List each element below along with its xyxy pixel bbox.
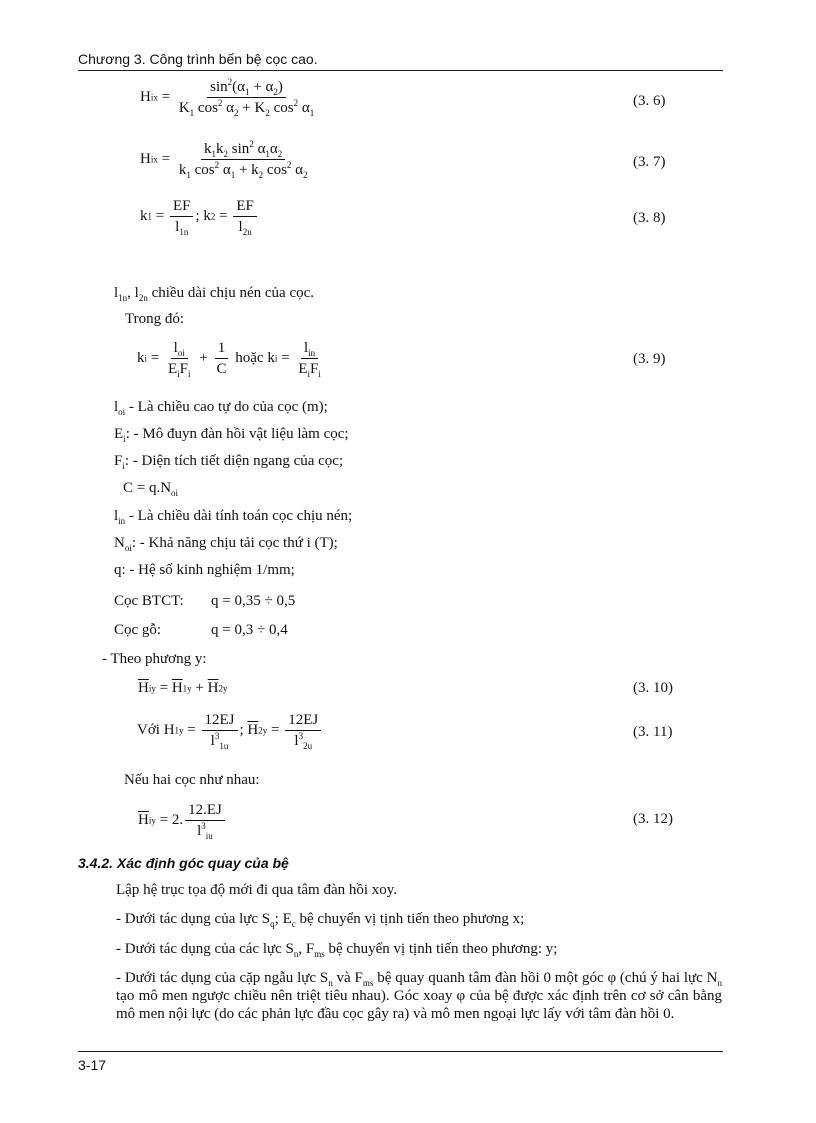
text-line: $N_{oi}$: - Khả năng chịu tải cọc thứ i (T);	[114, 535, 338, 553]
text-line: $C = q.N_{oi}$	[123, 480, 179, 498]
text-line: Cọc BTCT:	[114, 593, 184, 609]
equation-number: (3. 12)	[633, 811, 673, 827]
text-line: Trong đó:	[125, 311, 185, 327]
text-line: $l_{1n}$, $l_{2n}$ chiều dài chịu nén của cọc.	[114, 285, 315, 303]
text-line: q: - Hệ số kinh nghiệm 1/mm;	[114, 562, 295, 578]
section-heading: 3.4.2. Xác định góc quay của bệ	[78, 855, 289, 871]
paragraph: - Dưới tác dụng của các lực $S_n$, $F_{ms}$ bệ chuyển vị tịnh tiến theo phương: y;	[116, 941, 558, 959]
text-line: - Theo phương y:	[102, 651, 207, 667]
equation-3-10: $\overline{H}iy = \overline{H}1y + \overline{H}2y$	[138, 680, 228, 697]
text-line: $E_i$: - Mô đuyn đàn hồi vật liệu làm cọc;	[114, 426, 349, 444]
text-line: q = 0,35 ÷ 0,5	[211, 593, 296, 609]
equation-3-6: Hix = $\frac{\sin^2(\alpha_1 + \alpha_2)}{K_1 \cos^2 \alpha_2 + K_2 \cos^2 \alpha_1}$	[140, 77, 315, 118]
paragraph: - Dưới tác dụng của cặp ngẫu lực $S_n$ và $F_{ms}$ bệ quay quanh tâm đàn hồi 0 một góc φ (chú ý hai lực $N_n$ tạo mô men ngược chiều nên triệt tiêu nhau). Góc xoay φ của bệ được xác định trên cơ sở cân bằng mô men nội lực (do các phản lực đầu cọc gây ra) và mô men ngoại lực lấy với tâm đàn hồi 0.	[116, 970, 722, 1022]
page-number: 3-17	[78, 1057, 107, 1073]
text-line: $F_i$: - Diện tích tiết diện ngang của cọc;	[114, 453, 344, 471]
paragraph: - Dưới tác dụng của lực $S_q$; $E_c$ bệ chuyển vị tịnh tiến theo phương x;	[116, 911, 525, 929]
equation-number: (3. 7)	[633, 154, 666, 170]
text-line: $l_{in}$ - Là chiều dài tính toán cọc chịu nén;	[114, 508, 353, 526]
equation-3-12: $\overline{H}iy = 2$. $\frac{12.EJ}{l^3_{iu}}$	[138, 802, 227, 839]
footer-rule	[78, 1051, 723, 1052]
equation-3-7: Hix = $\frac{k_1k_2 \sin^2 \alpha_1\alpha_2}{k_1 \cos^2 \alpha_1 + k_2 \cos^2 \alpha_2}$	[140, 139, 308, 180]
equation-number: (3. 8)	[633, 210, 666, 226]
equation-number: (3. 11)	[633, 724, 673, 740]
text-line: Nếu hai cọc như nhau:	[124, 772, 260, 788]
text-line: q = 0,3 ÷ 0,4	[211, 622, 288, 638]
header-rule	[78, 70, 723, 71]
equation-number: (3. 10)	[633, 680, 673, 696]
equation-number: (3. 6)	[633, 93, 666, 109]
paragraph: Lập hệ trục tọa độ mới đi qua tâm đàn hồi xoy.	[116, 882, 398, 898]
equation-number: (3. 9)	[633, 351, 666, 367]
equation-3-11: Với H1y = $\frac{12EJ}{l^3_{1u}}$ ; $\overline{H}2y$ = $\frac{12EJ}{l^3_{2u}}$	[137, 712, 323, 749]
equation-3-9: ki = $\frac{l_{oi}}{E_iF_i}$ + $\frac{1}{C}$ hoặc ki = $\frac{l_{in}}{E_iF_i}$	[137, 340, 321, 379]
text-line: Cọc gỗ:	[114, 622, 162, 638]
chapter-header: Chương 3. Công trình bến bệ cọc cao.	[78, 51, 318, 67]
equation-3-8: k1 = $\frac{EF}{l_{1n}}$ ; k2 = $\frac{EF}{l_{2n}}$	[140, 198, 259, 235]
text-line: $l_{oi}$ - Là chiều cao tự do của cọc (m);	[114, 399, 328, 417]
